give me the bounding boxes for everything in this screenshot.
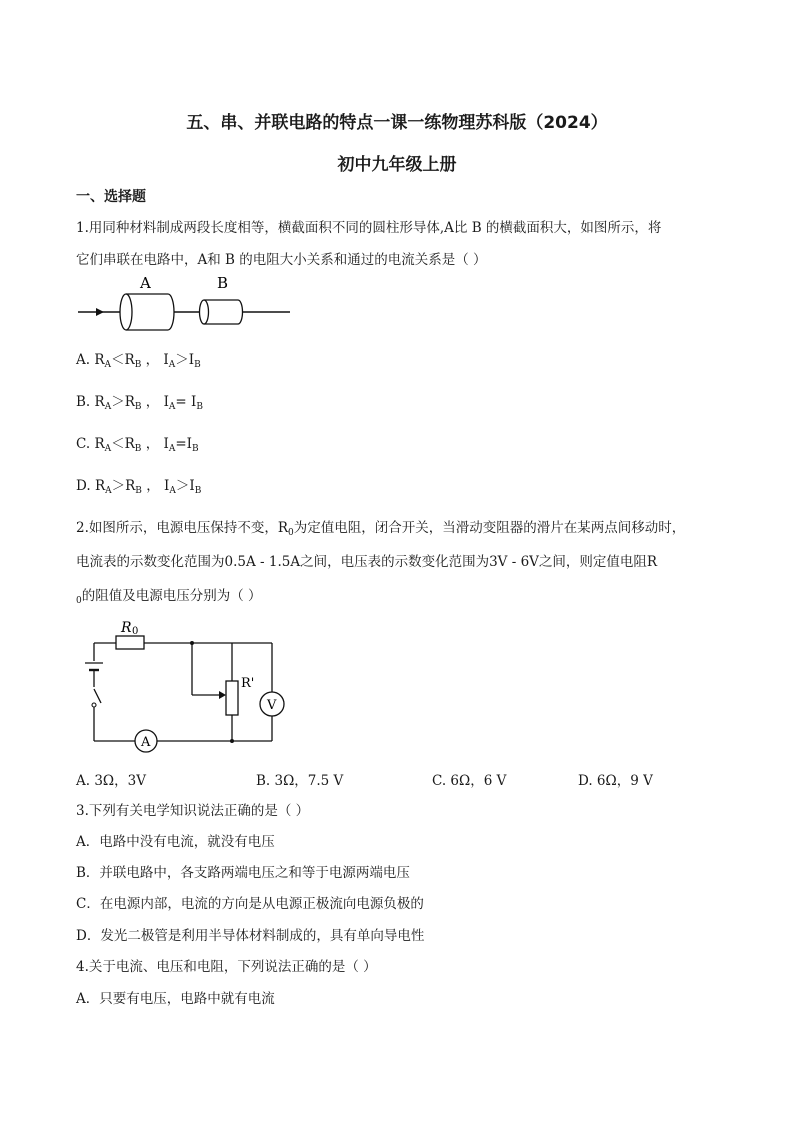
q1-current-arrow xyxy=(96,308,104,316)
q3-stem: 3.下列有关电学知识说法正确的是（ ） xyxy=(76,803,310,819)
subscript-a: A xyxy=(168,360,176,370)
q2-option-c[interactable]: C. 6Ω，6 V xyxy=(432,773,507,789)
q1-option-c[interactable]: C. $R_A<R_B$ ， $I_A=I_B$ xyxy=(76,436,199,454)
subscript-b: B xyxy=(135,486,142,496)
symbol-i: I xyxy=(163,394,169,410)
symbol-r: R xyxy=(94,436,105,452)
q1-label-a: A xyxy=(140,274,151,292)
symbol-i: I xyxy=(191,394,197,410)
q2-subscript-0: 0 xyxy=(76,596,82,606)
subscript-a: A xyxy=(104,402,112,412)
page-subtitle: 初中九年级上册 xyxy=(337,155,457,175)
q3-option-a[interactable]: A．电路中没有电流，就没有电压 xyxy=(76,834,275,850)
q2-stem-line-2: 电流表的示数变化范围为0.5A - 1.5A之间，电压表的示数变化范围为3V - 6V之间，则定值电阻R xyxy=(76,554,658,570)
q2-stem-part: 2.如图所示，电源电压保持不变，R xyxy=(76,520,289,536)
q2-stem-line-1 xyxy=(76,516,685,538)
q2-switch-lever xyxy=(94,689,101,703)
q1-option-d[interactable]: D. $R_A>R_B$ ， $I_A>I_B$ xyxy=(76,478,202,496)
symbol-i: I xyxy=(164,478,170,494)
symbol-r: R xyxy=(94,478,106,494)
q2-label-rheostat: R' xyxy=(241,676,255,691)
subscript-a: A xyxy=(105,486,112,496)
q2-resistor-r0 xyxy=(116,636,144,649)
q4-option-a[interactable]: A．只要有电压，电路中就有电流 xyxy=(76,991,275,1007)
q1-option-a[interactable]: A. $R_A<R_B$ ， $I_A>I_B$ xyxy=(76,352,201,370)
symbol-r: R xyxy=(94,394,105,410)
subscript-a: A xyxy=(169,486,176,496)
q2-stem-part: 的阻值及电源电压分别为（ ） xyxy=(81,588,262,604)
section-heading: 一、选择题 xyxy=(76,189,146,205)
q2-label-r0: R xyxy=(121,620,132,636)
q2-subscript-0: 0 xyxy=(288,528,294,538)
option-letter: C xyxy=(76,436,86,452)
symbol-i: I xyxy=(188,352,195,368)
subscript-a: A xyxy=(104,444,112,454)
resistance-relation: ＞ xyxy=(111,394,125,410)
q2-option-b[interactable]: B. 3Ω，7.5 V xyxy=(256,773,344,789)
q2-rheostat xyxy=(226,681,238,715)
q2-option-d[interactable]: D. 6Ω，9 V xyxy=(578,773,653,789)
q3-option-d[interactable]: D．发光二极管是利用半导体材料制成的，具有单向导电性 xyxy=(76,928,425,944)
symbol-r: R xyxy=(124,352,135,368)
q2-stem-line-3 xyxy=(76,584,262,606)
q2-option-a[interactable]: A. 3Ω，3V xyxy=(76,773,146,789)
resistance-relation: ＜ xyxy=(111,352,125,368)
q2-circuit-diagram xyxy=(76,615,286,755)
symbol-i: I xyxy=(189,478,195,494)
option-letter: A xyxy=(76,352,86,368)
q2-stem-part: 为定值电阻，闭合开关，当滑动变阻器的滑片在某两点间移动时， xyxy=(293,520,686,536)
q1-cylinder-a xyxy=(120,294,174,330)
subscript-b: B xyxy=(192,444,199,454)
q1-label-b: B xyxy=(217,274,229,292)
resistance-relation: ＜ xyxy=(111,436,125,452)
resistance-relation: ＞ xyxy=(111,478,126,494)
current-relation: = xyxy=(175,394,192,410)
subscript-b: B xyxy=(194,360,201,370)
subscript-b: B xyxy=(134,360,142,370)
symbol-i: I xyxy=(186,436,193,452)
q1-conductor-figure xyxy=(76,270,296,334)
symbol-r: R xyxy=(124,436,135,452)
subscript-a: A xyxy=(168,402,176,412)
q1-stem-line-1: 1.用同种材料制成两段长度相等，横截面积不同的圆柱形导体,A比 B 的横截面积大，如图所示，将 xyxy=(76,220,662,236)
q1-cylinder-b xyxy=(200,300,243,324)
q2-junction-bottom xyxy=(230,739,234,743)
current-relation: = xyxy=(175,436,187,452)
q2-label-r0-subscript: 0 xyxy=(132,626,139,637)
q2-switch-contact xyxy=(92,703,96,707)
option-letter: B xyxy=(76,394,86,410)
symbol-r: R xyxy=(94,352,105,368)
symbol-i: I xyxy=(163,436,169,452)
current-relation: ＞ xyxy=(175,478,190,494)
subscript-b: B xyxy=(134,402,142,412)
q3-option-b[interactable]: B．并联电路中，各支路两端电压之和等于电源两端电压 xyxy=(76,865,410,881)
subscript-a: A xyxy=(168,444,176,454)
q3-option-c[interactable]: C．在电源内部，电流的方向是从电源正极流向电源负极的 xyxy=(76,896,424,912)
subscript-a: A xyxy=(104,360,112,370)
option-letter: D xyxy=(76,478,87,494)
current-relation: ＞ xyxy=(175,352,189,368)
q2-slider-arrow xyxy=(219,691,226,699)
q4-stem: 4.关于电流、电压和电阻，下列说法正确的是（ ） xyxy=(76,959,377,975)
subscript-b: B xyxy=(134,444,142,454)
symbol-r: R xyxy=(125,478,136,494)
page-title: 五、串、并联电路的特点一课一练物理苏科版（2024） xyxy=(186,113,608,133)
subscript-b: B xyxy=(196,402,203,412)
subscript-b: B xyxy=(194,486,202,496)
q1-option-b[interactable]: B. $R_A>R_B$ ， $I_A= I_B$ xyxy=(76,394,203,412)
q2-label-ammeter: A xyxy=(141,735,151,750)
symbol-i: I xyxy=(163,352,169,368)
symbol-r: R xyxy=(124,394,135,410)
q1-stem-line-2: 它们串联在电路中，A和 B 的电阻大小关系和通过的电流关系是（ ） xyxy=(76,252,487,268)
q2-label-voltmeter: V xyxy=(267,698,277,713)
